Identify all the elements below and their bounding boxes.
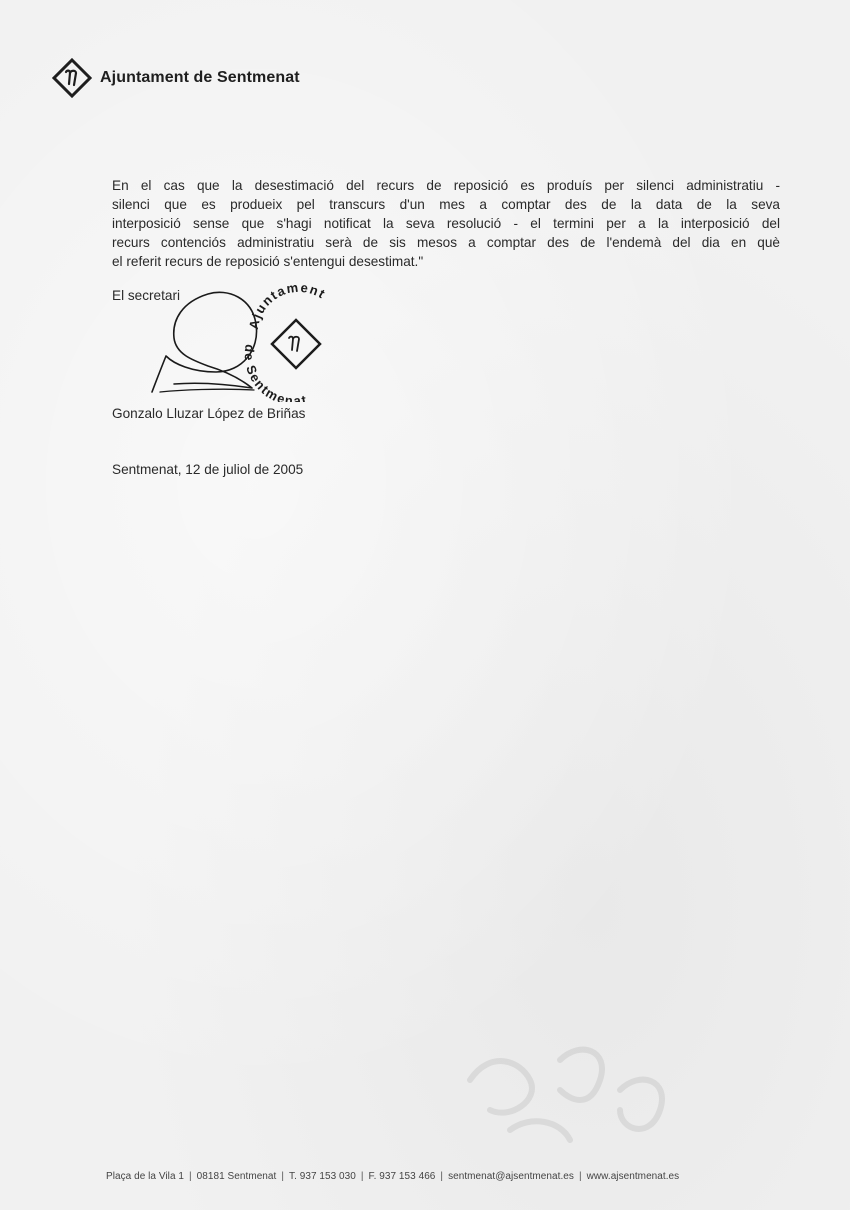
official-seal-icon xyxy=(236,284,356,402)
stamp-text-top: Ajuntament xyxy=(245,284,329,331)
signer-name: Gonzalo Lluzar López de Briñas xyxy=(112,406,306,421)
footer-email: sentmenat@ajsentmenat.es xyxy=(448,1171,574,1182)
signer-role: El secretari xyxy=(112,288,180,303)
footer-separator: | xyxy=(578,1171,582,1182)
body-line: silenci que es produeix pel transcurs d'un mes a comptar des de la data de la seva xyxy=(112,197,780,212)
letterhead xyxy=(52,58,300,98)
body-line: interposició sense que s'hagi notificat la seva resolució - el termini per a la interposició del xyxy=(112,216,780,231)
ink-smudge xyxy=(450,1020,690,1160)
svg-text:de Sentmenat xyxy=(242,344,309,402)
footer-website: www.ajsentmenat.es xyxy=(586,1171,680,1182)
letterhead-footer xyxy=(106,1171,786,1182)
footer-postcode: 08181 Sentmenat xyxy=(196,1171,277,1182)
footer-address: Plaça de la Vila 1 xyxy=(106,1171,184,1182)
svg-text:Ajuntament xyxy=(246,284,329,331)
body-line: el referit recurs de reposició s'entengui desestimat." xyxy=(112,254,424,269)
footer-phone: T. 937 153 030 xyxy=(289,1171,356,1182)
footer-fax: F. 937 153 466 xyxy=(368,1171,436,1182)
body-line: recurs contenciós administratiu serà de sis mesos a comptar des de l'endemà del dia en què xyxy=(112,235,780,250)
footer-separator: | xyxy=(440,1171,444,1182)
date-line: Sentmenat, 12 de juliol de 2005 xyxy=(112,462,304,477)
municipal-emblem-icon xyxy=(52,58,92,98)
organization-name: Ajuntament de Sentmenat xyxy=(100,69,300,86)
footer-separator: | xyxy=(281,1171,285,1182)
footer-separator: | xyxy=(189,1171,192,1182)
body-line: En el cas que la desestimació del recurs de reposició es produís per silenci administratiu - xyxy=(112,178,780,193)
body-paragraph xyxy=(112,176,780,271)
footer-separator: | xyxy=(360,1171,364,1182)
stamp-text-bottom: de Sentmenat xyxy=(241,343,309,402)
